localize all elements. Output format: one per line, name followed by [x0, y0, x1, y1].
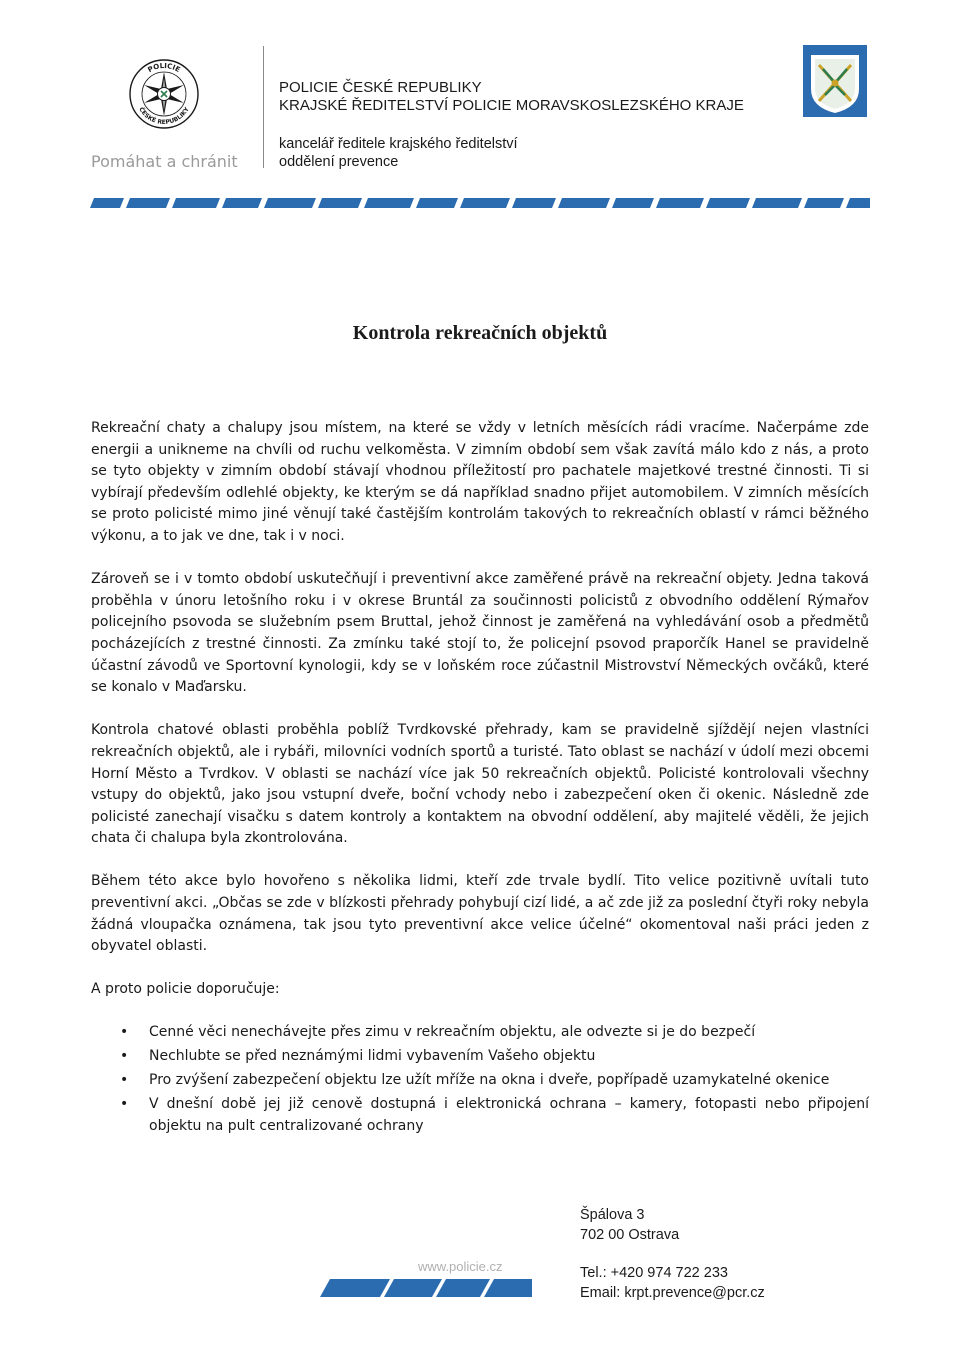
stripe-segment: [222, 198, 262, 208]
bullet-icon: •: [120, 1072, 129, 1089]
address-street: Špálova 3: [580, 1207, 645, 1223]
paragraph-1: Rekreační chaty a chalupy jsou místem, na které se vždy v letních měsících rádi vracíme. Načerpáme zde energii a unikneme na chvíli od ruchu velkoměsta. V zimním období sem však zavítá málo kdo z nás, a proto se tyto objekty v zimním období stávají vhodnou příležitostí pro pachatele majetkové trestné činnosti. Ti si vybírají především odlehlé objekty, ke kterým se dá například snadno přijet automobilem. V zimních měsících se proto policisté mimo jiné věnují také častějším kontrolám takových to rekreačních oblastí v rámci běžného výkonu, a to jak ve dne, tak i v noci.: [91, 420, 869, 544]
stripe-segment: [436, 1279, 490, 1297]
bullet-icon: •: [120, 1048, 129, 1065]
seal-text-bottom: ČESKÉ REPUBLIKY: [137, 106, 191, 127]
stripe-segment: [460, 198, 510, 208]
header-divider: [263, 46, 264, 168]
slogan: Pomáhat a chránit: [91, 152, 238, 171]
address-city: 702 00 Ostrava: [580, 1226, 680, 1243]
stripe-segment: [804, 198, 844, 208]
paragraph-2: Zároveň se i v tomto období uskutečňují i preventivní akce zaměřené právě na rekreační objety. Jedna taková proběhla v únoru letošního roku i v okrese Bruntál za součinnosti policistů z obvodního oddělení Rýmařov policejního psovoda se služebním psem Bruttal, jehož činnost je zaměřená na vyhledávání osob a předmětů pocházejících z trestné činnosti. Za zmínku také stojí to, že policejní psovod praporčík Hanel se pravidelně účastní závodů ve Sportovní kynologii, kdy se v loňském roce zúčastnil Mistrovství Německých ovčáků, které se konalo v Maďarsku.: [91, 571, 869, 696]
email-address[interactable]: Email: krpt.prevence@pcr.cz: [580, 1284, 765, 1301]
header-stripe: [90, 198, 870, 208]
stripe-segment: [558, 198, 610, 208]
bullet-icon: •: [120, 1024, 129, 1041]
organization-line-1: POLICIE ČESKÉ REPUBLIKY: [279, 79, 482, 96]
stripe-segment: [656, 198, 704, 208]
stripe-segment: [364, 198, 414, 208]
list-item: • Cenné věci nenechávejte přes zimu v rekreačním objektu, ale odvezte si je do bezpečí: [149, 1022, 869, 1044]
paragraph-3: Kontrola chatové oblasti proběhla poblíž Tvrdkovské přehrady, kam se pravidelně sjíždějí nejen vlastníci rekreačních objektů, ale i rybáři, milovníci vodních sportů a turisté. Tato oblast se nachází v údolí mezi obcemi Horní Město a Tvrdkov. V oblasti se nachází více jak 50 rekreačních objektů. Policisté kontrolovali všechny vstupy do objektů, jako jsou vstupní dveře, boční vchody nebo i zabezpečení oken či okenic. Následně zde policisté zanechají visačku s datem kontroly a kontaktem na obvodní oddělení, aby majitelé věděli, že jejich chata či chalupa byla zkontrolována.: [91, 722, 869, 847]
department-line-2: oddělení prevence: [279, 154, 399, 170]
seal-text-top: POLICIE: [146, 61, 182, 75]
stripe-segment: [264, 198, 316, 208]
document-body: [91, 418, 869, 1140]
stripe-segment: [384, 1279, 442, 1297]
department-line-1: kancelář ředitele krajského ředitelství: [279, 136, 518, 152]
stripe-segment: [752, 198, 802, 208]
footer-stripe: [320, 1279, 532, 1297]
bullet-icon: •: [120, 1096, 129, 1113]
list-item: • Nechlubte se před neznámými lidmi vybavením Vašeho objektu: [149, 1046, 869, 1068]
stripe-segment: [612, 198, 654, 208]
stripe-segment: [846, 198, 870, 208]
organization-line-2: KRAJSKÉ ŘEDITELSTVÍ POLICIE MORAVSKOSLEZSKÉHO KRAJE: [279, 97, 744, 114]
regional-crest-icon: [803, 45, 867, 117]
contact: [580, 1264, 765, 1303]
stripe-segment: [706, 198, 750, 208]
paragraph-4: Během této akce bylo hovořeno s několika lidmi, kteří zde trvale bydlí. Tito velice pozitivně uvítali tuto preventivní akci. „Občas se zde v blízkosti přehrady pohybují cizí lidé, a ač zde již za poslední čtyři roky nebyla žádná vloupačka oznámena, tak jsou tyto preventivní akce velice účelné“ okomentoval naši práci jeden z obyvatel oblasti.: [91, 873, 869, 955]
document-title: Kontrola rekreačních objektů: [352, 322, 608, 344]
department-name: [279, 135, 518, 171]
stripe-segment: [172, 198, 220, 208]
stripe-segment: [126, 198, 170, 208]
website-link[interactable]: www.policie.cz: [418, 1259, 503, 1274]
phone-number: Tel.: +420 974 722 233: [580, 1265, 728, 1281]
stripe-segment: [484, 1279, 532, 1297]
list-item: • V dnešní době jej již cenově dostupná i elektronická ochrana – kamery, fotopasti nebo připojení objektu na pult centralizované ochrany: [120, 1096, 869, 1134]
list-item: • Pro zvýšení zabezpečení objektu lze užít mříže na okna i dveře, popřípadě uzamykatelné okenice: [149, 1070, 869, 1092]
organization-name: [279, 79, 744, 115]
stripe-segment: [416, 198, 458, 208]
stripe-segment: [512, 198, 556, 208]
stripe-segment: [90, 198, 124, 208]
address: [580, 1206, 679, 1245]
police-star-logo: [128, 58, 200, 130]
stripe-segment: [320, 1279, 390, 1297]
stripe-segment: [318, 198, 362, 208]
recommendation-list: [91, 1022, 869, 1137]
list-intro: A proto policie doporučuje:: [91, 981, 280, 998]
